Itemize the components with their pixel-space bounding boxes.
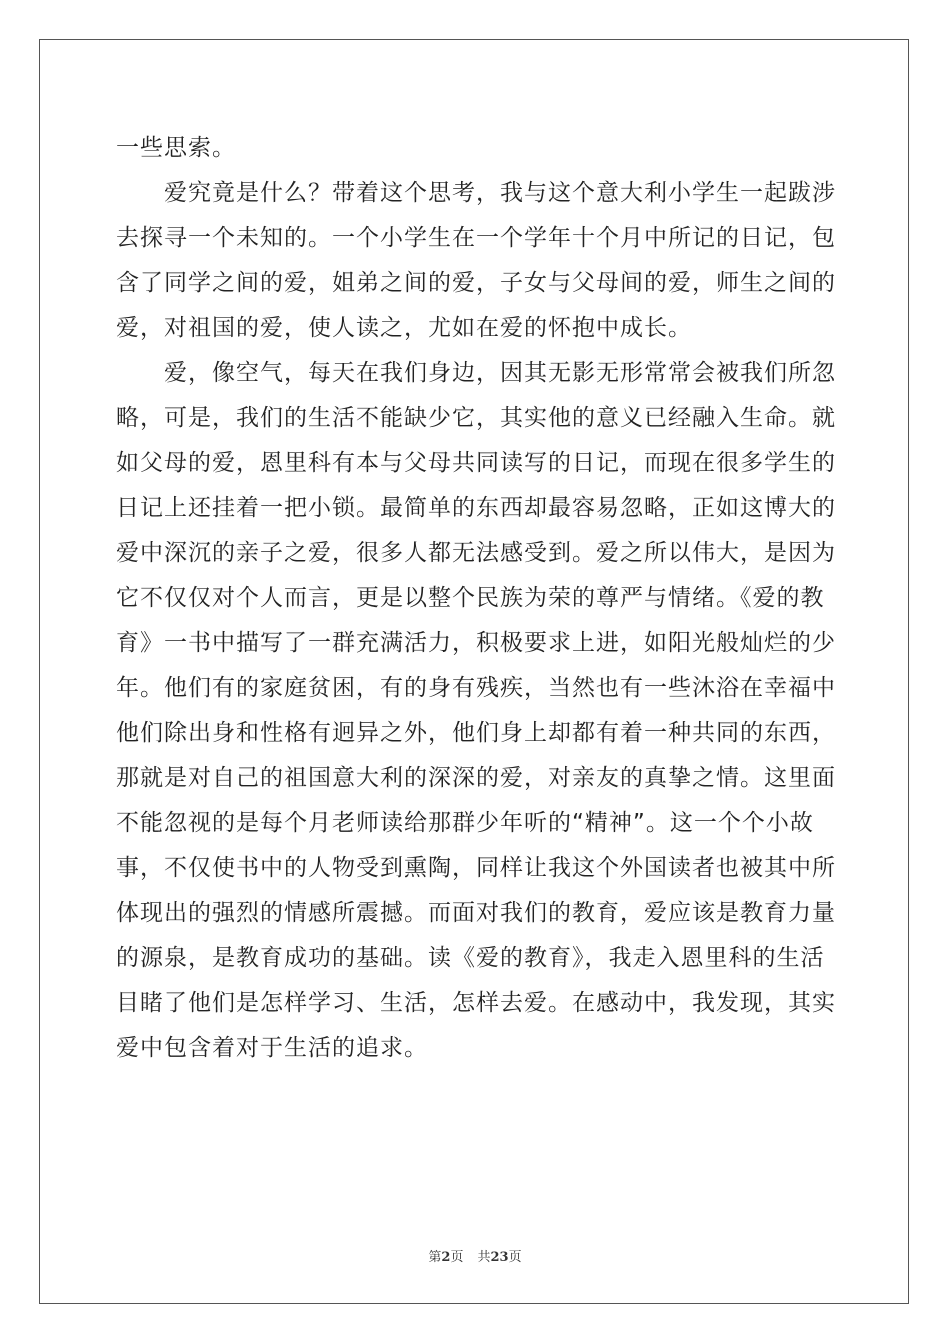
- text-line-15: 那就是对自己的祖国意大利的深深的爱，对亲友的真挚之情。这里面: [116, 765, 836, 791]
- text-line-18: 体现出的强烈的情感所震撼。而面对我们的教育，爱应该是教育力量: [116, 900, 836, 926]
- text-line-21: 爱中包含着对于生活的追求。: [116, 1035, 428, 1061]
- total-pages: 23: [490, 1250, 509, 1265]
- total-prefix: 共: [477, 1250, 491, 1265]
- text-line-20: 目睹了他们是怎样学习、生活，怎样去爱。在感动中，我发现，其实: [116, 990, 836, 1016]
- text-line-8: 如父母的爱，恩里科有本与父母共同读写的日记，而现在很多学生的: [116, 450, 836, 476]
- text-line-6: 爱，像空气，每天在我们身边，因其无影无形常常会被我们所忽: [164, 360, 836, 386]
- text-line-2: 爱究竟是什么？带着这个思考，我与这个意大利小学生一起跋涉: [164, 180, 836, 206]
- document-body: [116, 126, 836, 1071]
- text-line-3: 去探寻一个未知的。一个小学生在一个学年十个月中所记的日记，包: [116, 225, 836, 251]
- page-prefix: 第: [428, 1250, 442, 1265]
- text-line-4: 含了同学之间的爱，姐弟之间的爱，子女与父母间的爱，师生之间的: [116, 270, 836, 296]
- text-line-9: 日记上还挂着一把小锁。最简单的东西却最容易忽略，正如这博大的: [116, 495, 836, 521]
- text-line-16: 不能忽视的是每个月老师读给那群少年听的“精神”。这一个个小故: [116, 810, 814, 836]
- text-line-7: 略，可是，我们的生活不能缺少它，其实他的意义已经融入生命。就: [116, 405, 836, 431]
- page-footer: [0, 1246, 950, 1265]
- text-line-13: 年。他们有的家庭贫困，有的身有残疾，当然也有一些沐浴在幸福中: [116, 675, 836, 701]
- text-line-14: 他们除出身和性格有迥异之外，他们身上却都有着一种共同的东西，: [116, 720, 836, 746]
- page-suffix: 页: [450, 1250, 464, 1265]
- text-line-1: 一些思索。: [116, 135, 236, 161]
- text-line-17: 事，不仅使书中的人物受到熏陶，同样让我这个外国读者也被其中所: [116, 855, 836, 881]
- text-line-19: 的源泉，是教育成功的基础。读《爱的教育》，我走入恩里科的生活: [116, 945, 825, 971]
- total-suffix: 页: [508, 1250, 522, 1265]
- text-line-10: 爱中深沉的亲子之爱，很多人都无法感受到。爱之所以伟大，是因为: [116, 540, 836, 566]
- text-line-12: 育》一书中描写了一群充满活力，积极要求上进，如阳光般灿烂的少: [116, 630, 836, 656]
- page-number: 2: [441, 1250, 451, 1265]
- text-line-11: 它不仅仅对个人而言，更是以整个民族为荣的尊严与情绪。《爱的教: [116, 585, 825, 611]
- text-line-5: 爱，对祖国的爱，使人读之，尤如在爱的怀抱中成长。: [116, 315, 692, 341]
